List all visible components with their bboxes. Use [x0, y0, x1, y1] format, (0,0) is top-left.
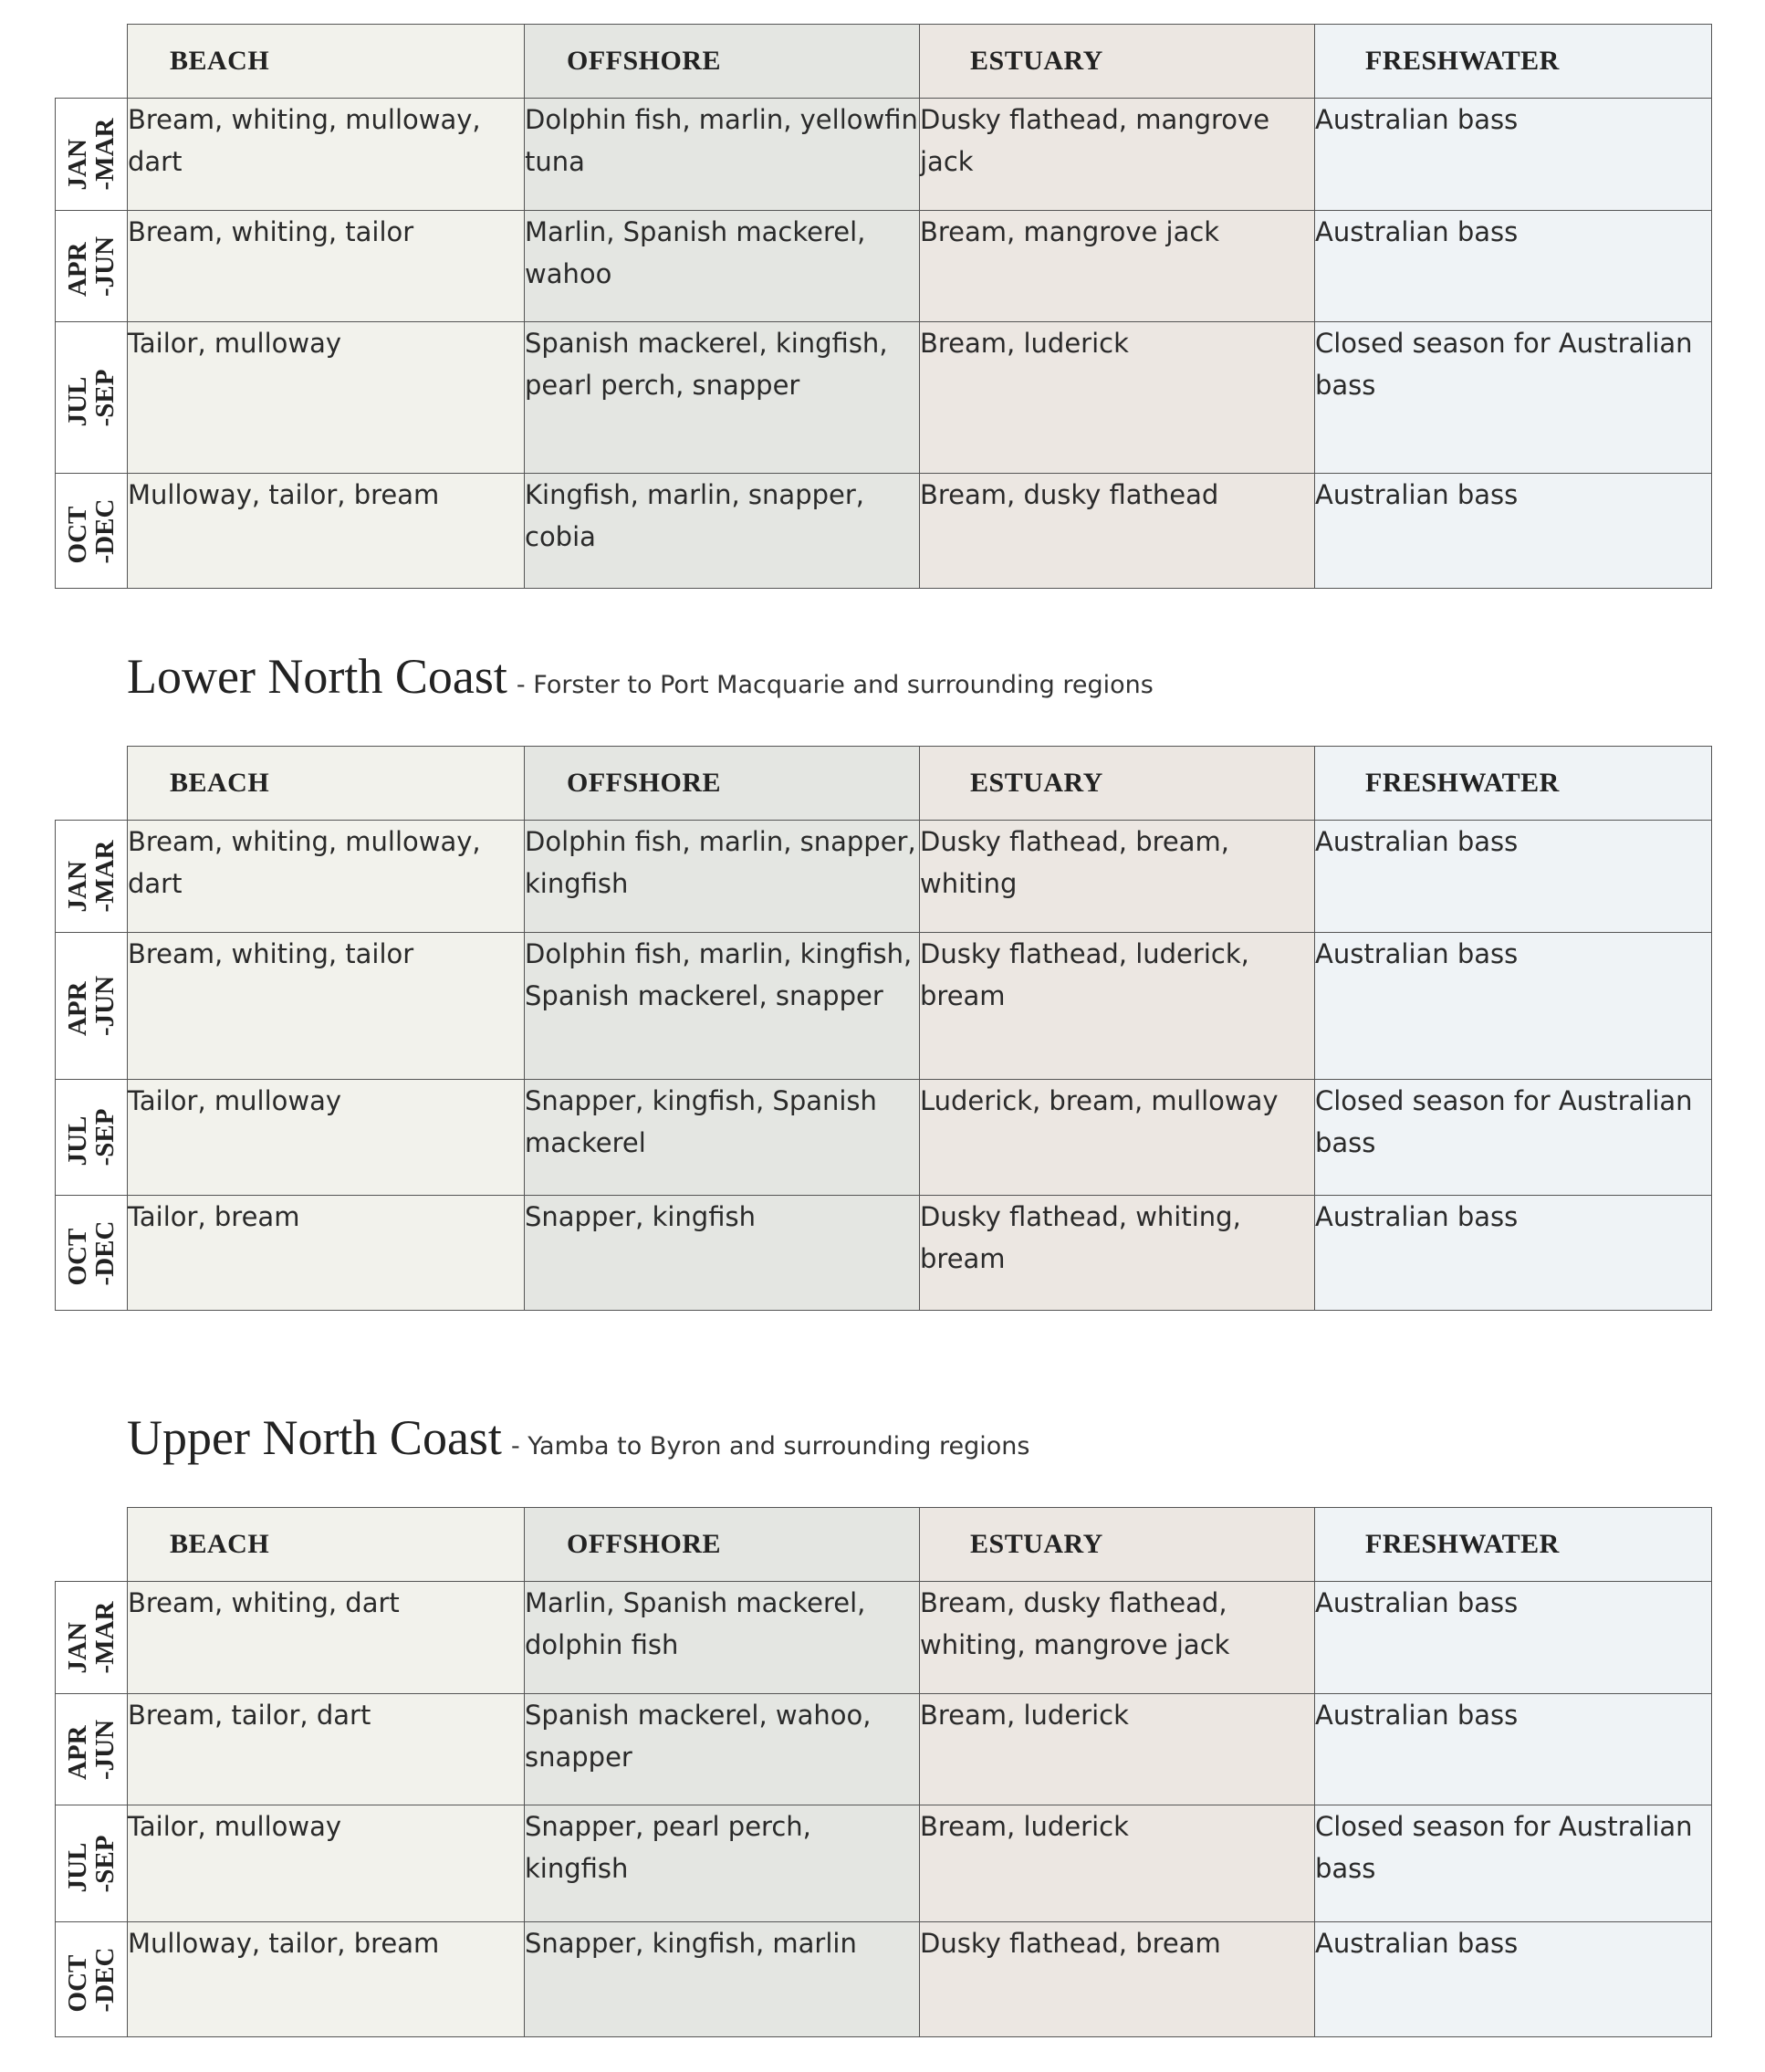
section-title: Lower North Coast — [127, 649, 507, 704]
table-row — [56, 1922, 1712, 2037]
offshore-cell: Dolphin fish, marlin, snapper, kingfish — [525, 821, 920, 933]
season-label: OCT -DEC — [56, 1922, 128, 2037]
freshwater-cell: Closed season for Australian bass — [1315, 1805, 1712, 1922]
freshwater-cell: Australian bass — [1315, 1582, 1712, 1694]
estuary-cell: Dusky flathead, luderick, bream — [920, 933, 1315, 1080]
header-beach: BEACH — [128, 1508, 525, 1582]
section-title-row — [127, 648, 1154, 705]
table-row — [56, 933, 1712, 1080]
table-row — [56, 322, 1712, 474]
table-row — [56, 211, 1712, 322]
header-freshwater: FRESHWATER — [1315, 1508, 1712, 1582]
beach-cell: Mulloway, tailor, bream — [128, 474, 525, 589]
offshore-cell: Dolphin fish, marlin, yellowfin tuna — [525, 99, 920, 211]
freshwater-cell: Closed season for Australian bass — [1315, 1080, 1712, 1196]
beach-cell: Mulloway, tailor, bream — [128, 1922, 525, 2037]
season-label: APR -JUN — [56, 211, 128, 322]
beach-cell: Tailor, mulloway — [128, 322, 525, 474]
freshwater-cell: Australian bass — [1315, 99, 1712, 211]
beach-cell: Bream, whiting, mulloway, dart — [128, 99, 525, 211]
header-estuary: ESTUARY — [920, 25, 1315, 99]
header-freshwater: FRESHWATER — [1315, 747, 1712, 821]
estuary-cell: Bream, dusky flathead, whiting, mangrove jack — [920, 1582, 1315, 1694]
freshwater-cell: Closed season for Australian bass — [1315, 322, 1712, 474]
header-offshore: OFFSHORE — [525, 25, 920, 99]
section-subtitle: - Forster to Port Macquarie and surrounding regions — [516, 671, 1154, 699]
estuary-cell: Bream, luderick — [920, 1805, 1315, 1922]
estuary-cell: Dusky flathead, bream, whiting — [920, 821, 1315, 933]
season-label: JAN -MAR — [56, 821, 128, 933]
season-label: JAN -MAR — [56, 1582, 128, 1694]
estuary-cell: Bream, luderick — [920, 1694, 1315, 1805]
season-label: OCT -DEC — [56, 1196, 128, 1311]
offshore-cell: Snapper, kingfish — [525, 1196, 920, 1311]
table-corner — [56, 1508, 128, 1582]
fish-table-1 — [55, 24, 1712, 589]
header-beach: BEACH — [128, 25, 525, 99]
season-label: JUL -SEP — [56, 1805, 128, 1922]
freshwater-cell: Australian bass — [1315, 1694, 1712, 1805]
beach-cell: Tailor, mulloway — [128, 1805, 525, 1922]
offshore-cell: Marlin, Spanish mackerel, wahoo — [525, 211, 920, 322]
season-label: OCT -DEC — [56, 474, 128, 589]
section-title: Upper North Coast — [127, 1410, 502, 1465]
offshore-cell: Spanish mackerel, wahoo, snapper — [525, 1694, 920, 1805]
offshore-cell: Snapper, kingfish, marlin — [525, 1922, 920, 2037]
estuary-cell: Bream, mangrove jack — [920, 211, 1315, 322]
table-row — [56, 1805, 1712, 1922]
estuary-cell: Dusky flathead, whiting, bream — [920, 1196, 1315, 1311]
season-label: JAN -MAR — [56, 99, 128, 211]
table-row — [56, 474, 1712, 589]
header-beach: BEACH — [128, 747, 525, 821]
season-label: JUL -SEP — [56, 1080, 128, 1196]
freshwater-cell: Australian bass — [1315, 474, 1712, 589]
beach-cell: Tailor, bream — [128, 1196, 525, 1311]
estuary-cell: Dusky flathead, mangrove jack — [920, 99, 1315, 211]
header-freshwater: FRESHWATER — [1315, 25, 1712, 99]
freshwater-cell: Australian bass — [1315, 211, 1712, 322]
beach-cell: Bream, whiting, dart — [128, 1582, 525, 1694]
season-label: JUL -SEP — [56, 322, 128, 474]
estuary-cell: Bream, luderick — [920, 322, 1315, 474]
header-offshore: OFFSHORE — [525, 747, 920, 821]
header-offshore: OFFSHORE — [525, 1508, 920, 1582]
fish-table-2 — [55, 746, 1712, 1311]
table-row — [56, 1196, 1712, 1311]
table-row — [56, 1080, 1712, 1196]
offshore-cell: Dolphin fish, marlin, kingfish, Spanish mackerel, snapper — [525, 933, 920, 1080]
beach-cell: Bream, whiting, mulloway, dart — [128, 821, 525, 933]
beach-cell: Bream, whiting, tailor — [128, 211, 525, 322]
table-row — [56, 821, 1712, 933]
beach-cell: Bream, tailor, dart — [128, 1694, 525, 1805]
fish-table-3 — [55, 1507, 1712, 2037]
header-estuary: ESTUARY — [920, 747, 1315, 821]
season-label: APR -JUN — [56, 1694, 128, 1805]
section-subtitle: - Yamba to Byron and surrounding regions — [510, 1432, 1030, 1460]
season-label: APR -JUN — [56, 933, 128, 1080]
freshwater-cell: Australian bass — [1315, 1922, 1712, 2037]
offshore-cell: Marlin, Spanish mackerel, dolphin fish — [525, 1582, 920, 1694]
section-title-row — [127, 1409, 1029, 1466]
header-estuary: ESTUARY — [920, 1508, 1315, 1582]
beach-cell: Bream, whiting, tailor — [128, 933, 525, 1080]
freshwater-cell: Australian bass — [1315, 933, 1712, 1080]
estuary-cell: Bream, dusky flathead — [920, 474, 1315, 589]
table-corner — [56, 747, 128, 821]
estuary-cell: Luderick, bream, mulloway — [920, 1080, 1315, 1196]
table-corner — [56, 25, 128, 99]
offshore-cell: Snapper, pearl perch, kingfish — [525, 1805, 920, 1922]
offshore-cell: Spanish mackerel, kingfish, pearl perch, snapper — [525, 322, 920, 474]
freshwater-cell: Australian bass — [1315, 1196, 1712, 1311]
table-row — [56, 1694, 1712, 1805]
beach-cell: Tailor, mulloway — [128, 1080, 525, 1196]
freshwater-cell: Australian bass — [1315, 821, 1712, 933]
table-row — [56, 1582, 1712, 1694]
offshore-cell: Snapper, kingfish, Spanish mackerel — [525, 1080, 920, 1196]
estuary-cell: Dusky flathead, bream — [920, 1922, 1315, 2037]
table-row — [56, 99, 1712, 211]
offshore-cell: Kingfish, marlin, snapper, cobia — [525, 474, 920, 589]
